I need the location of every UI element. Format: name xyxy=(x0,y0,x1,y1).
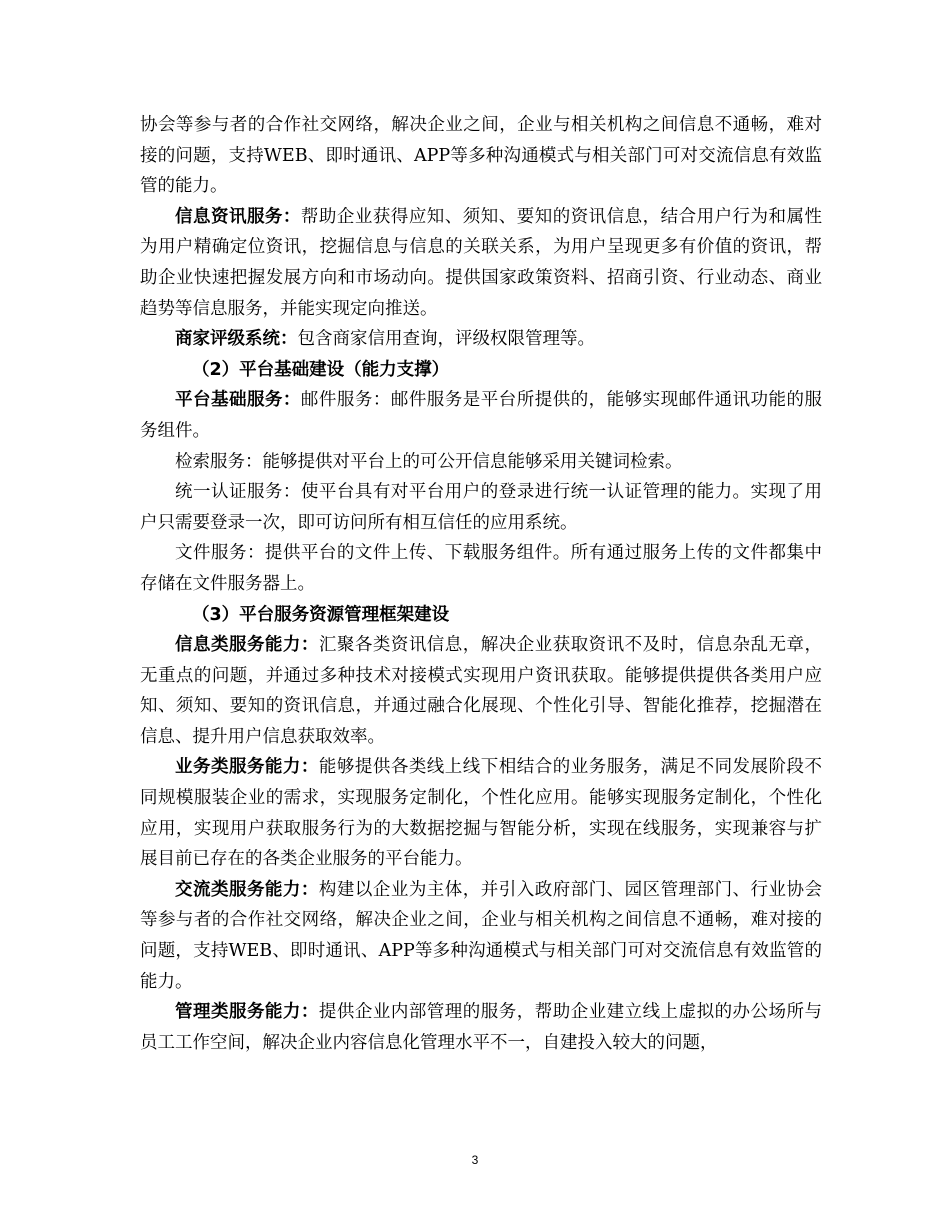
paragraph-lead: 信息资讯服务： xyxy=(175,206,301,227)
paragraph-social-network-continued xyxy=(140,110,822,202)
paragraph-text: 提供企业内部管理的服务，帮助企业建立线上虚拟的办公场所与员工工作空间，解决企业内容信息化管理水平不一，自建投入较大的问题， xyxy=(140,1002,823,1053)
paragraph-lead: 管理类服务能力： xyxy=(175,1002,319,1023)
section-heading-platform-infrastructure: （2）平台基础建设（能力支撑） xyxy=(192,359,450,380)
paragraph-search-service xyxy=(140,447,822,478)
document-body xyxy=(140,110,822,1058)
paragraph-text: 帮助企业获得应知、须知、要知的资讯信息，结合用户行为和属性为用户精确定位资讯，挖掘信息与信息的关联关系，为用户呈现更多有价值的资讯，帮助企业快速把握发展方向和市场动向。提供国家政策资料、招商引资、行业动态、商业趋势等信息服务，并能实现定向推送。 xyxy=(140,206,823,319)
paragraph-communication-capability xyxy=(140,875,822,997)
paragraph-lead: 业务类服务能力： xyxy=(175,757,319,778)
page-number: 3 xyxy=(471,1153,479,1167)
paragraph-unified-auth xyxy=(140,477,822,538)
paragraph-text: 协会等参与者的合作社交网络，解决企业之间，企业与相关机构之间信息不通畅，难对接的问题，支持WEB、即时通讯、APP等多种沟通模式与相关部门可对交流信息有效监管的能力。 xyxy=(140,115,822,197)
paragraph-lead: 平台基础服务： xyxy=(175,390,301,411)
paragraph-text: 能够提供各类线上线下相结合的业务服务，满足不同发展阶段不同规模服装企业的需求，实现服务定制化，个性化应用。能够实现服务定制化，个性化应用，实现用户获取服务行为的大数据挖掘与智能分析，实现在线服务，实现兼容与扩展目前已存在的各类企业服务的平台能力。 xyxy=(140,757,823,870)
paragraph-info-capability xyxy=(140,630,822,752)
paragraph-text: 汇聚各类资讯信息，解决企业获取资讯不及时，信息杂乱无章，无重点的问题，并通过多种技术对接模式实现用户资讯获取。能够提供提供各类用户应知、须知、要知的资讯信息，并通过融合化展现、个性化引导、智能化推荐，挖掘潜在信息、提升用户信息获取效率。 xyxy=(140,635,823,747)
paragraph-lead: 交流类服务能力： xyxy=(175,879,319,900)
paragraph-lead: 商家评级系统： xyxy=(175,329,298,350)
paragraph-text: 检索服务：能够提供对平台上的可公开信息能够采用关键词检索。 xyxy=(175,451,683,472)
paragraph-file-service xyxy=(140,538,822,599)
paragraph-management-capability xyxy=(140,997,822,1058)
section-heading-resource-framework: （3）平台服务资源管理框架建设 xyxy=(192,604,450,625)
paragraph-info-service xyxy=(140,202,822,324)
paragraph-text: 文件服务：提供平台的文件上传、下载服务组件。所有通过服务上传的文件都集中存储在文件服务器上。 xyxy=(140,543,822,594)
paragraph-text: 邮件服务：邮件服务是平台所提供的，能够实现邮件通讯功能的服务组件。 xyxy=(140,390,823,441)
paragraph-merchant-rating xyxy=(140,324,822,355)
paragraph-lead: 信息类服务能力： xyxy=(175,635,319,656)
paragraph-business-capability xyxy=(140,752,822,874)
paragraph-text: 包含商家信用查询，评级权限管理等。 xyxy=(297,329,595,350)
paragraph-text: 构建以企业为主体，并引入政府部门、园区管理部门、行业协会等参与者的合作社交网络，解决企业之间，企业与相关机构之间信息不通畅，难对接的问题，支持WEB、即时通讯、APP等多种沟通模式与相关部门可对交流信息有效监管的能力。 xyxy=(140,879,823,992)
paragraph-text: 统一认证服务：使平台具有对平台用户的登录进行统一认证管理的能力。实现了用户只需要登录一次，即可访问所有相互信任的应用系统。 xyxy=(140,482,822,533)
paragraph-platform-basic-service xyxy=(140,385,822,446)
